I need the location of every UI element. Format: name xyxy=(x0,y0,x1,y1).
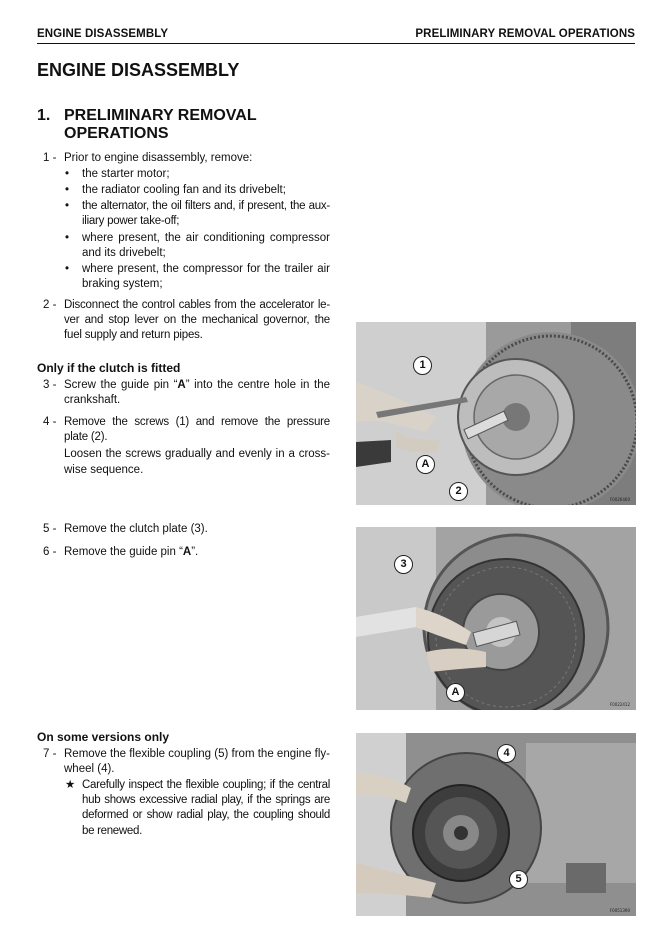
bullet-item: • the radiator cooling fan and its drivebelt; xyxy=(65,183,330,198)
callout-5: 5 xyxy=(509,870,528,889)
callout-4: 4 xyxy=(497,744,516,763)
bullet-item: • the starter motor; xyxy=(65,167,330,182)
step-text: Remove the screws (1) and remove the pressure plate (2). xyxy=(64,416,330,444)
step-1 xyxy=(37,151,330,166)
clutch-plate-illustration xyxy=(356,527,636,710)
step-text: Remove the clutch plate (3). xyxy=(64,523,208,535)
running-header-left: ENGINE DISASSEMBLY xyxy=(37,28,169,40)
step-text: Remove the flexible coupling (5) from the engine fly-wheel (4). xyxy=(64,748,330,776)
subheading-clutch: Only if the clutch is fitted xyxy=(37,361,181,375)
step-number: 3 - xyxy=(43,379,57,391)
figure-code: F0026460 xyxy=(609,497,630,502)
callout-3: 3 xyxy=(394,555,413,574)
step-4 xyxy=(37,415,330,478)
step-text: Prior to engine disassembly, remove: xyxy=(64,152,253,164)
step-7 xyxy=(37,747,330,777)
step-text: Screw the guide pin “A” into the centre hole in the crankshaft. xyxy=(64,379,330,407)
bullet-text: where present, the air conditioning compressor and its drivebelt; xyxy=(82,232,330,260)
callout-1: 1 xyxy=(413,356,432,375)
step-text: Disconnect the control cables from the accelerator le-ver and stop lever on the mechanical governor, the fuel supply and return pipes. xyxy=(64,299,330,342)
callout-2: 2 xyxy=(449,482,468,501)
section-number: 1. xyxy=(37,107,51,124)
step-number: 4 - xyxy=(43,416,57,428)
photo-flexible-coupling xyxy=(356,733,636,916)
page-title: ENGINE DISASSEMBLY xyxy=(37,60,240,80)
photo-pressure-plate xyxy=(356,322,636,505)
note-text: Carefully inspect the flexible coupling; if the central hub shows excessive radial play, if the springs are deformed or show radial play, the coupling should be renewed. xyxy=(82,779,330,837)
section-heading xyxy=(37,107,257,143)
bullet-item: • where present, the air conditioning compressor and its drivebelt; xyxy=(65,231,330,261)
bullet-text: the alternator, the oil filters and, if present, the aux-iliary power take-off; xyxy=(82,200,330,228)
step-text-note: Loosen the screws gradually and evenly in a cross-wise sequence. xyxy=(64,448,330,476)
bullet-text: where present, the compressor for the trailer air braking system; xyxy=(82,263,330,291)
header-rule xyxy=(37,43,635,44)
step-number: 5 - xyxy=(43,523,57,535)
figure-code: F0022412 xyxy=(609,702,630,707)
step-number: 6 - xyxy=(43,546,57,558)
bullet-item: • the alternator, the oil filters and, if present, the aux-iliary power take-off; xyxy=(65,199,330,229)
step-2 xyxy=(37,298,330,344)
note-item xyxy=(65,778,330,839)
step-5 xyxy=(37,522,330,537)
section-title-line2: OPERATIONS xyxy=(64,125,169,142)
step-number: 2 - xyxy=(43,299,57,311)
bullet-item: • where present, the compressor for the trailer air braking system; xyxy=(65,262,330,292)
pressure-plate-illustration xyxy=(356,322,636,505)
bullet-text: the starter motor; xyxy=(82,168,170,180)
flexible-coupling-illustration xyxy=(356,733,636,916)
subheading-versions: On some versions only xyxy=(37,730,170,744)
bullet-text: the radiator cooling fan and its drivebelt; xyxy=(82,184,286,196)
step-text: Remove the guide pin “A”. xyxy=(64,546,199,558)
step-6 xyxy=(37,545,330,560)
photo-clutch-plate xyxy=(356,527,636,710)
step-number: 7 - xyxy=(43,748,57,760)
running-header-right: PRELIMINARY REMOVAL OPERATIONS xyxy=(415,28,635,40)
star-icon: ★ xyxy=(65,779,76,791)
figure-code: F0051390 xyxy=(609,908,630,913)
step-number: 1 - xyxy=(43,152,57,164)
section-title-line1: PRELIMINARY REMOVAL xyxy=(64,107,257,124)
callout-A: A xyxy=(416,455,435,474)
callout-A: A xyxy=(446,683,465,702)
step-3 xyxy=(37,378,330,408)
